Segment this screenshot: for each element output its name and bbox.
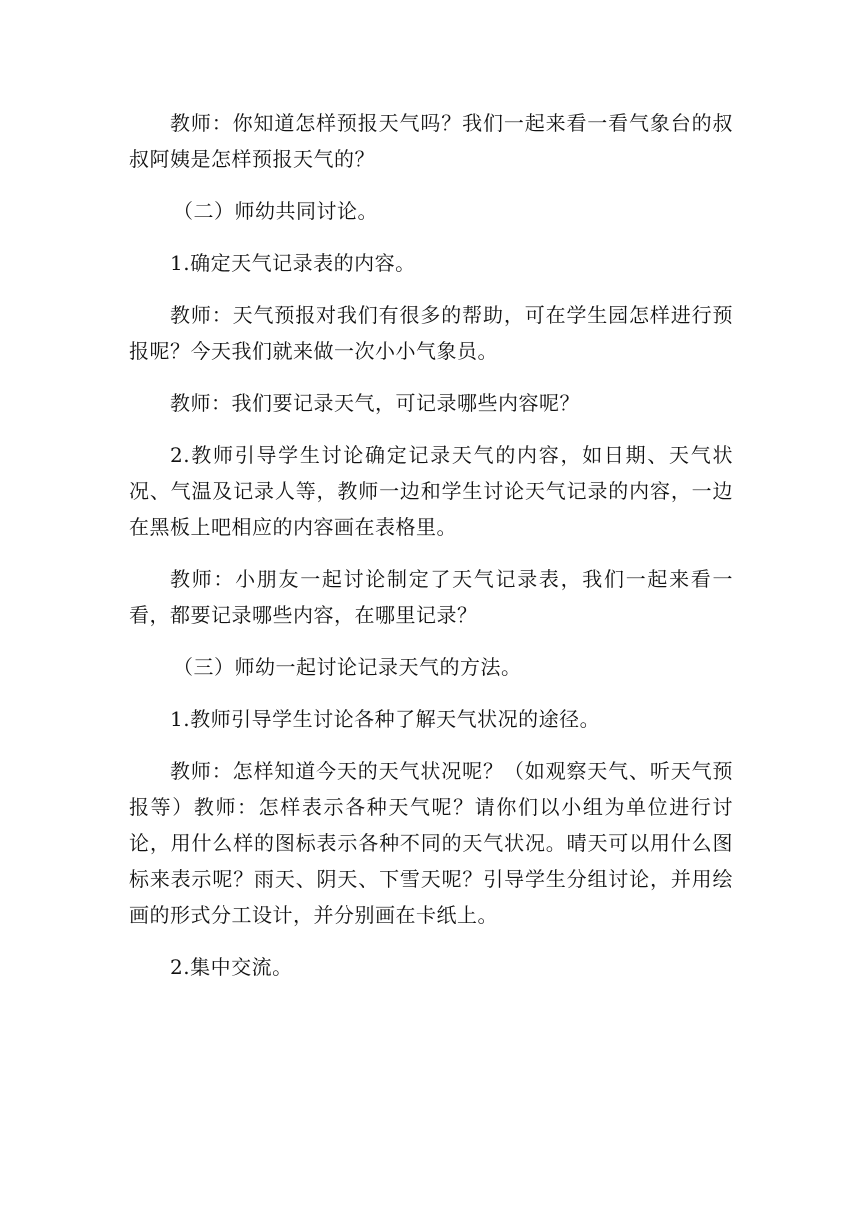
paragraph-teacher-forecast-help: 教师：天气预报对我们有很多的帮助，可在学生园怎样进行预报呢？今天我们就来做一次小小气象员。 (129, 303, 733, 363)
paragraph-teacher-question-forecast: 教师：你知道怎样预报天气吗？我们一起来看一看气象台的叔叔阿姨是怎样预报天气的？ (129, 111, 733, 171)
step-1-weather-ways: 1.教师引导学生讨论各种了解天气状况的途径。 (170, 707, 601, 731)
step-1-determine-content: 1.确定天气记录表的内容。 (170, 251, 416, 275)
document-body (129, 105, 733, 1001)
paragraph-teacher-record-table: 教师：小朋友一起讨论制定了天气记录表，我们一起来看一看，都要记录哪些内容，在哪里记录？ (129, 567, 733, 627)
step-2-exchange: 2.集中交流。 (170, 955, 293, 979)
section-heading-2: （二）师幼共同讨论。 (173, 199, 378, 223)
step-2-guide-discussion: 2.教师引导学生讨论确定记录天气的内容，如日期、天气状况、气温及记录人等，教师一边和学生讨论天气记录的内容，一边在黑板上吧相应的内容画在表格里。 (129, 443, 733, 539)
section-heading-3: （三）师幼一起讨论记录天气的方法。 (173, 655, 522, 679)
paragraph-teacher-record-content: 教师：我们要记录天气，可记录哪些内容呢？ (170, 391, 580, 415)
paragraph-teacher-weather-icons: 教师：怎样知道今天的天气状况呢？（如观察天气、听天气预报等）教师：怎样表示各种天气呢？请你们以小组为单位进行讨论，用什么样的图标表示各种不同的天气状况。晴天可以用什么图标来表示呢？雨天、阴天、下雪天呢？引导学生分组讨论，并用绘画的形式分工设计，并分别画在卡纸上。 (129, 759, 733, 927)
